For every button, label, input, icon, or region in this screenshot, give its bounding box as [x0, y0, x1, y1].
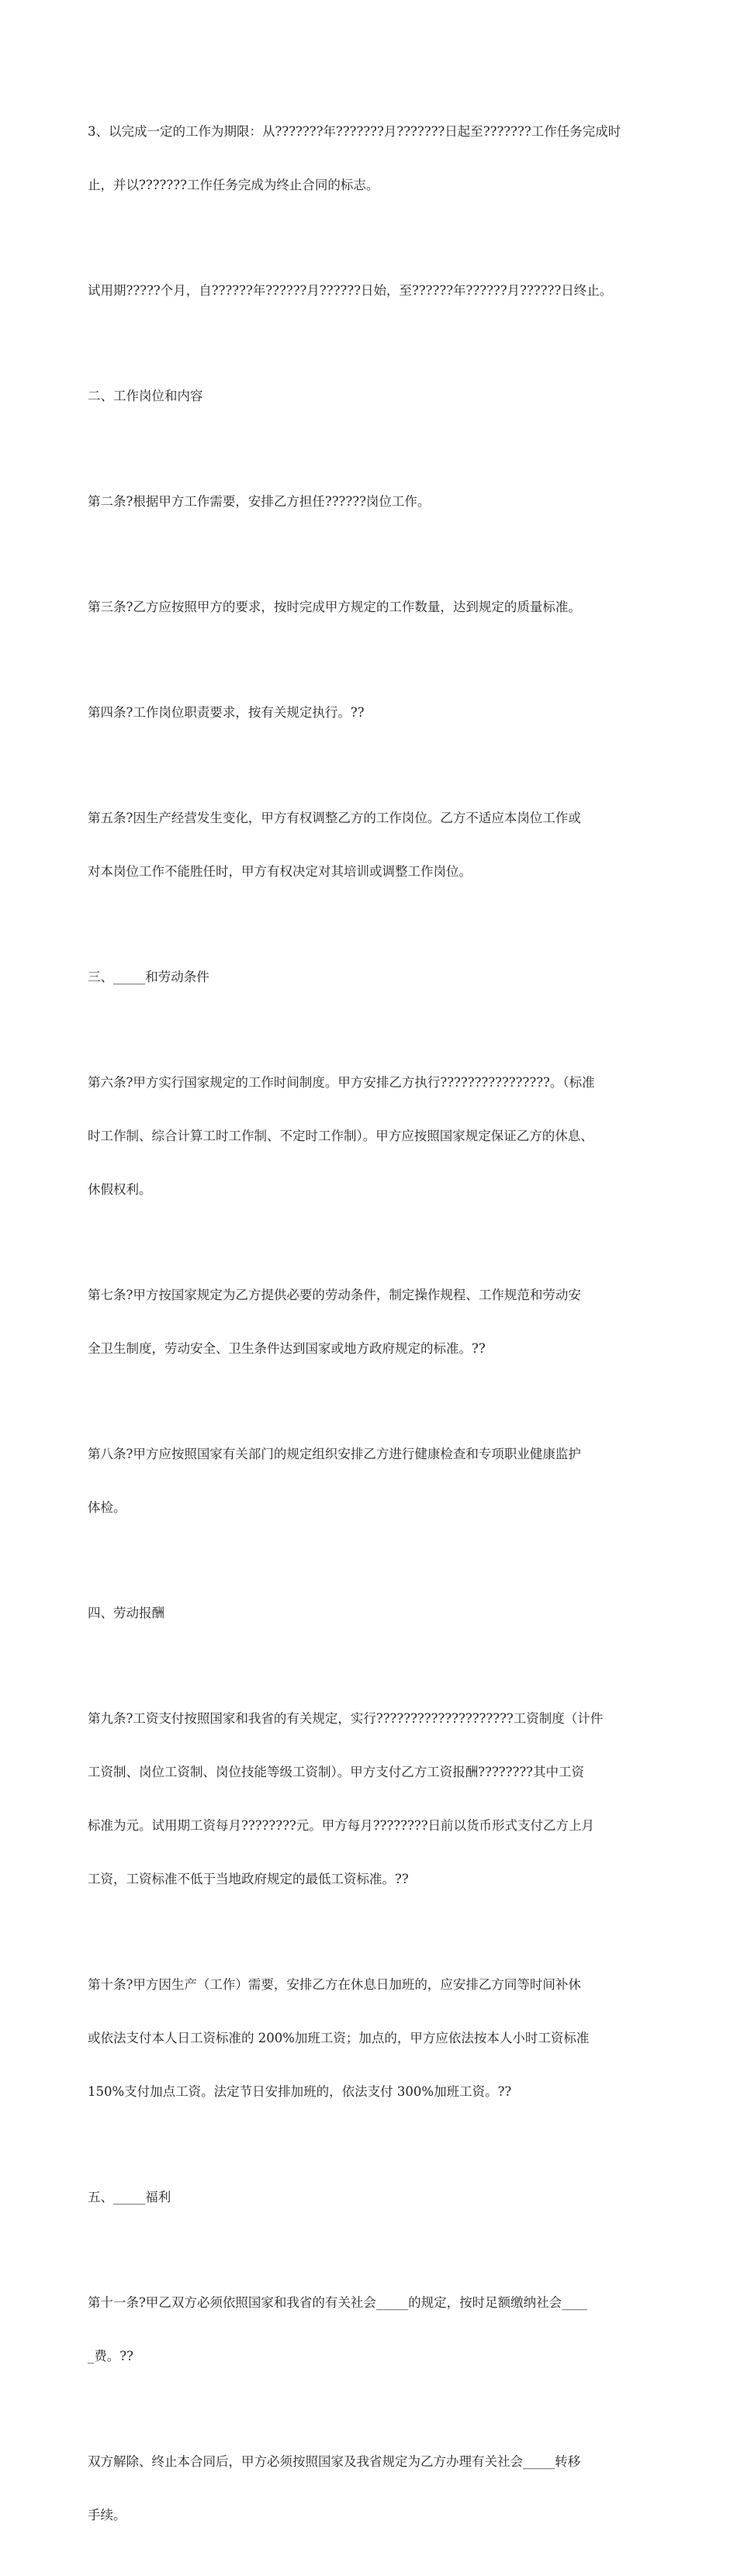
text-line: 第六条?甲方实行国家规定的工作时间制度。甲方安排乙方执行????????????????。（标准 — [88, 1075, 595, 1090]
text-line: 五、_____福利 — [88, 2190, 171, 2204]
text-line: 工资，工资标准不低于当地政府规定的最低工资标准。?? — [88, 1872, 409, 1886]
text-line: 150%支付加点工资。法定节日安排加班的，依法支付 300%加班工资。?? — [88, 2084, 512, 2099]
section-heading-working-conditions — [88, 932, 654, 1022]
text-line: 四、劳动报酬 — [88, 1606, 164, 1620]
text-line: 第八条?甲方应按照国家有关部门的规定组织安排乙方进行健康检查和专项职业健康监护 — [88, 1447, 581, 1461]
article-11 — [88, 2258, 654, 2401]
text-line: 第四条?工作岗位职责要求，按有关规定执行。?? — [88, 705, 365, 720]
text-line: 双方解除、终止本合同后，甲方必须按照国家及我省规定为乙方办理有关社会_____转移 — [88, 2454, 581, 2469]
paragraph-termination-transfer — [88, 2417, 654, 2560]
article-2 — [88, 457, 654, 546]
section-heading-job-position — [88, 351, 654, 441]
text-line: 第十一条?甲乙双方必须依照国家和我省的有关社会_____的规定，按时足额缴纳社会____ — [88, 2295, 588, 2310]
text-line: 三、_____和劳动条件 — [88, 970, 209, 984]
article-3 — [88, 562, 654, 652]
text-line: 或依法支付本人日工资标准的 200%加班工资；加点的，甲方应依法按本人小时工资标准 — [88, 2031, 590, 2045]
text-line: 第九条?工资支付按照国家和我省的有关规定，实行????????????????????工资制度（计件 — [88, 1711, 604, 1726]
text-line: 全卫生制度，劳动安全、卫生条件达到国家或地方政府规定的标准。?? — [88, 1341, 486, 1356]
article-5 — [88, 773, 654, 916]
document-page — [88, 87, 654, 2576]
text-line: 第三条?乙方应按照甲方的要求，按时完成甲方规定的工作数量，达到规定的质量标准。 — [88, 600, 581, 614]
text-line: 第二条?根据甲方工作需要，安排乙方担任??????岗位工作。 — [88, 494, 431, 509]
text-line: 对本岗位工作不能胜任时，甲方有权决定对其培训或调整工作岗位。 — [88, 864, 472, 879]
article-8 — [88, 1409, 654, 1552]
text-line: 第七条?甲方按国家规定为乙方提供必要的劳动条件，制定操作规程、工作规范和劳动安 — [88, 1288, 581, 1302]
text-line: 二、工作岗位和内容 — [88, 389, 203, 403]
text-line: 止，并以???????工作任务完成为终止合同的标志。 — [88, 178, 379, 192]
text-line: 第五条?因生产经营发生变化，甲方有权调整乙方的工作岗位。乙方不适应本岗位工作或 — [88, 811, 581, 825]
section-heading-remuneration — [88, 1568, 654, 1658]
text-line: 工资制、岗位工资制、岗位技能等级工资制）。甲方支付乙方工资报酬????????其中工资 — [88, 1765, 585, 1779]
text-line: 时工作制、综合计算工时工作制、不定时工作制）。甲方应按照国家规定保证乙方的休息、 — [88, 1129, 593, 1143]
text-line: 休假权利。 — [88, 1182, 152, 1197]
section-heading-welfare — [88, 2152, 654, 2242]
paragraph-term-completion — [88, 87, 654, 230]
text-line: 体检。 — [88, 1500, 126, 1515]
article-9 — [88, 1674, 654, 1924]
text-line: 标准为元。试用期工资每月????????元。甲方每月????????日前以货币形式支付乙方上月 — [88, 1818, 595, 1833]
text-line: 试用期?????个月，自??????年??????月??????日始，至??????年??????月??????日终止。 — [88, 283, 613, 298]
paragraph-probation — [88, 246, 654, 335]
article-10 — [88, 1940, 654, 2136]
text-line: 第十条?甲方因生产（工作）需要，安排乙方在休息日加班的，应安排乙方同等时间补休 — [88, 1977, 581, 1992]
article-4 — [88, 668, 654, 757]
article-6 — [88, 1038, 654, 1234]
text-line: _费。?? — [88, 2349, 133, 2363]
article-7 — [88, 1250, 654, 1393]
text-line: 3、以完成一定的工作为期限：从???????年???????月???????日起至???????工作任务完成时 — [88, 124, 621, 139]
text-line: 手续。 — [88, 2508, 126, 2522]
